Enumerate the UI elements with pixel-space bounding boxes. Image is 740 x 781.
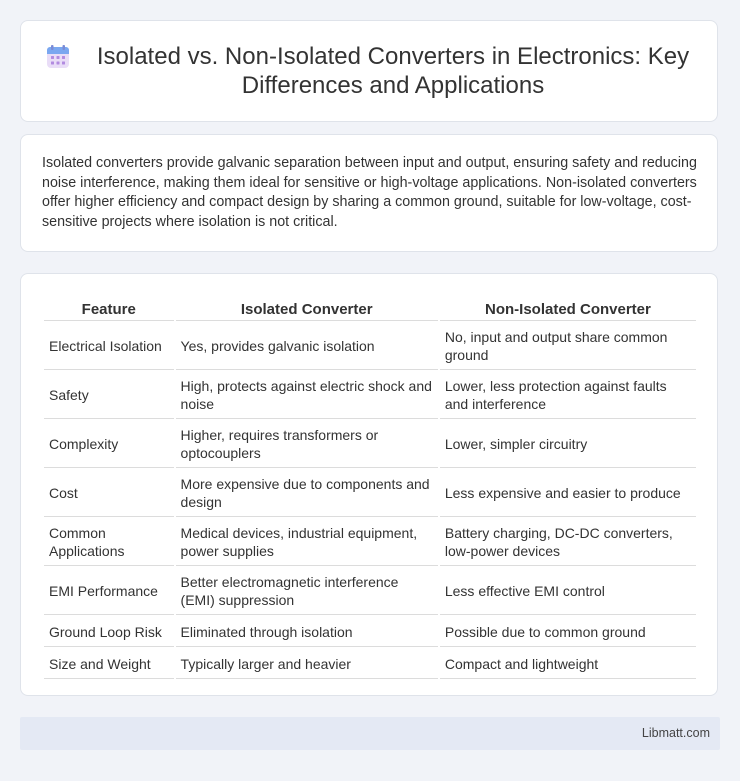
table-row <box>44 649 696 679</box>
title-wrap <box>21 21 717 121</box>
non-isolated-cell: Possible due to common ground <box>440 617 696 647</box>
comparison-card <box>20 273 718 696</box>
isolated-cell: Yes, provides galvanic isolation <box>176 323 438 370</box>
isolated-cell: Eliminated through isolation <box>176 617 438 647</box>
feature-cell: Ground Loop Risk <box>44 617 174 647</box>
table-row <box>44 617 696 647</box>
isolated-cell: More expensive due to components and design <box>176 470 438 517</box>
comparison-table <box>42 294 698 681</box>
isolated-cell: Medical devices, industrial equipment, power supplies <box>176 519 438 566</box>
header-non-isolated: Non-Isolated Converter <box>440 296 696 321</box>
non-isolated-cell: Less effective EMI control <box>440 568 696 615</box>
feature-cell: Cost <box>44 470 174 517</box>
feature-cell: Common Applications <box>44 519 174 566</box>
header-feature: Feature <box>44 296 174 321</box>
feature-cell: Size and Weight <box>44 649 174 679</box>
non-isolated-cell: No, input and output share common ground <box>440 323 696 370</box>
footer <box>20 717 720 750</box>
table-row <box>44 470 696 517</box>
non-isolated-cell: Compact and lightweight <box>440 649 696 679</box>
title-card <box>20 20 718 122</box>
table-row <box>44 421 696 468</box>
non-isolated-cell: Lower, less protection against faults and interference <box>440 372 696 419</box>
calendar-icon <box>45 44 71 70</box>
non-isolated-cell: Lower, simpler circuitry <box>440 421 696 468</box>
non-isolated-cell: Less expensive and easier to produce <box>440 470 696 517</box>
table-row <box>44 323 696 370</box>
feature-cell: EMI Performance <box>44 568 174 615</box>
table-row <box>44 519 696 566</box>
intro-card <box>20 134 718 252</box>
isolated-cell: Better electromagnetic interference (EMI) suppression <box>176 568 438 615</box>
table-row <box>44 372 696 419</box>
header-isolated: Isolated Converter <box>176 296 438 321</box>
table-row <box>44 568 696 615</box>
isolated-cell: Typically larger and heavier <box>176 649 438 679</box>
feature-cell: Complexity <box>44 421 174 468</box>
isolated-cell: Higher, requires transformers or optocouplers <box>176 421 438 468</box>
feature-cell: Safety <box>44 372 174 419</box>
non-isolated-cell: Battery charging, DC-DC converters, low-power devices <box>440 519 696 566</box>
feature-cell: Electrical Isolation <box>44 323 174 370</box>
table-header-row <box>44 296 696 321</box>
footer-site-link[interactable]: Libmatt.com <box>641 726 710 740</box>
isolated-cell: High, protects against electric shock and noise <box>176 372 438 419</box>
page-title: Isolated vs. Non-Isolated Converters in Electronics: Key Differences and Applications <box>96 43 690 99</box>
intro-paragraph: Isolated converters provide galvanic separation between input and output, ensuring safety and reducing noise interference, making them ideal for sensitive or high-voltage applications. Non-isolated converters offer higher efficiency and compact design by sharing a common ground, suitable for low-voltage, cost-sensitive projects where isolation is not critical. <box>42 155 697 230</box>
